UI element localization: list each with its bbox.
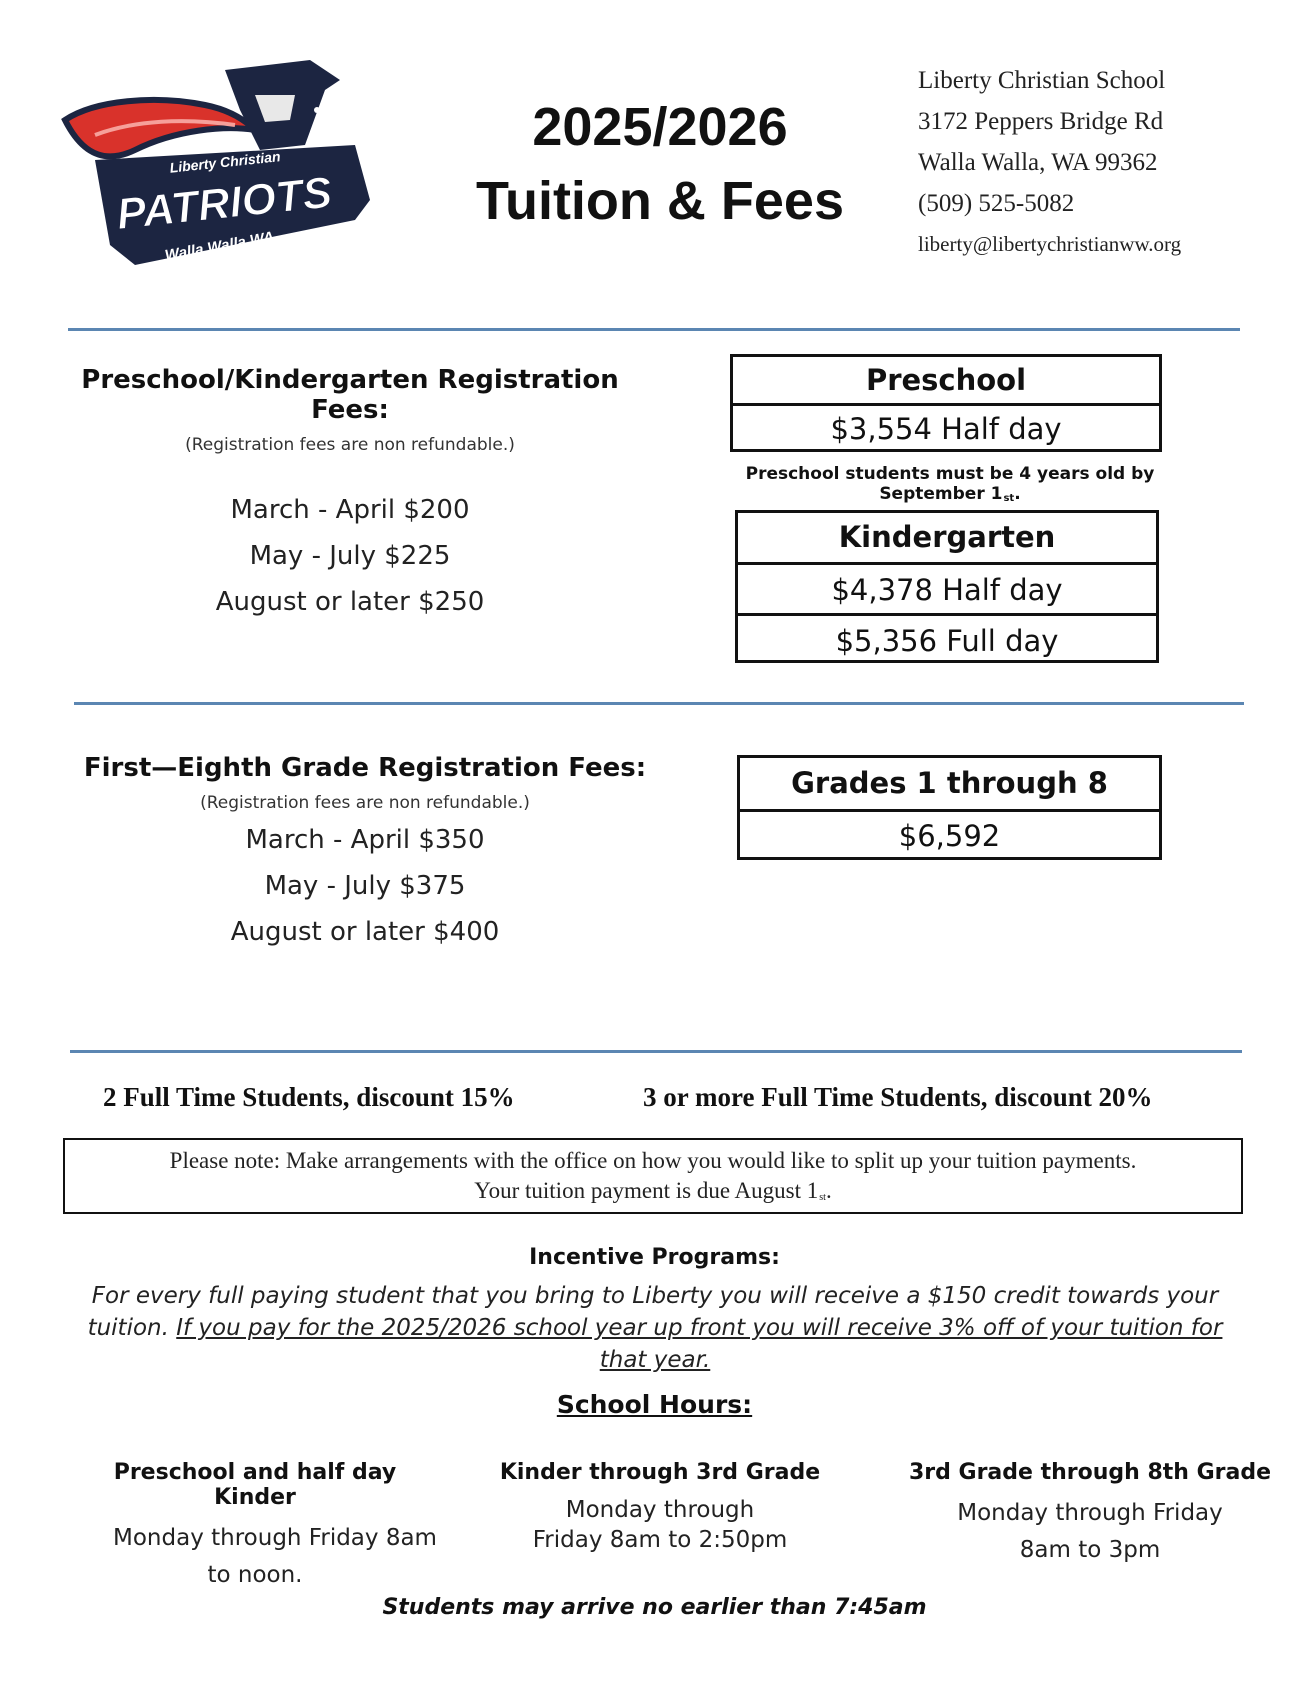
hours-col-heading: Preschool and half day Kinder <box>113 1460 397 1510</box>
prek-fee-line: March - April $200 <box>230 495 470 525</box>
incentive-prepay-text: If you pay for the 2025/2026 school year up front you will receive 3% off of your tuition for that year. <box>176 1315 1223 1373</box>
payment-note-line2: Your tuition payment is due August 1st. <box>474 1178 832 1203</box>
hours-col-heading: 3rd Grade through 8th Grade <box>908 1460 1272 1485</box>
school-email[interactable]: liberty@libertychristianww.org <box>918 232 1182 256</box>
incentive-credit-text: For every full paying student that you bring to Liberty you will receive a $150 credit towards your tuition. <box>87 1283 1219 1341</box>
prek-fees <box>60 365 640 625</box>
grades-table <box>737 755 1162 860</box>
patriots-logo <box>55 50 385 280</box>
hours-col-kinder-3rd <box>490 1460 830 1555</box>
logo-bottom-text: Walla Walla WA <box>163 228 276 265</box>
school-address2: Walla Walla, WA 99362 <box>918 149 1158 176</box>
incentive-title: Incentive Programs: <box>529 1245 780 1270</box>
divider-2 <box>74 702 1244 705</box>
school-contact <box>918 60 1181 265</box>
grade-fees-heading: First—Eighth Grade Registration Fees: <box>83 753 647 783</box>
page-title <box>420 90 900 238</box>
kindergarten-table-header: Kindergarten <box>838 520 1056 554</box>
hours-col-3rd-8th <box>905 1460 1275 1569</box>
preschool-table-row: $3,554 Half day <box>733 403 1159 449</box>
preschool-table <box>730 354 1162 452</box>
preschool-table-header: Preschool <box>865 363 1027 397</box>
kindergarten-table <box>735 510 1159 663</box>
grade-fee-line: May - July $375 <box>264 871 466 901</box>
grades-table-header: Grades 1 through 8 <box>791 766 1108 800</box>
preschool-age-note: Preschool students must be 4 years old by September 1st. <box>745 464 1155 504</box>
logo-plume <box>65 100 255 156</box>
kindergarten-table-row: $5,356 Full day <box>738 613 1156 663</box>
prek-fees-heading: Preschool/Kindergarten Registration Fees: <box>81 365 619 425</box>
hours-col-line: 8am to 3pm <box>1019 1537 1161 1563</box>
prek-fees-note: (Registration fees are non refundable.) <box>185 435 515 455</box>
discount-three: 3 or more Full Time Students, discount 20% <box>643 1082 1153 1112</box>
school-phone: (509) 525-5082 <box>918 190 1075 217</box>
hours-col-line: Monday through Friday <box>957 1500 1223 1526</box>
prek-fee-line: May - July $225 <box>249 541 451 571</box>
arrival-note: Students may arrive no earlier than 7:45am <box>382 1595 927 1620</box>
school-name: Liberty Christian School <box>918 67 1166 94</box>
grade-fee-line: March - April $350 <box>245 825 485 855</box>
hours-col-line: Monday through <box>565 1497 755 1523</box>
hours-col-line: Monday through Friday 8am <box>113 1525 437 1551</box>
school-hours-title: School Hours: <box>556 1390 753 1419</box>
hours-col-line: to noon. <box>207 1562 303 1588</box>
hours-col-line: Friday 8am to 2:50pm <box>532 1527 788 1553</box>
title-main: Tuition & Fees <box>475 171 844 231</box>
incentive-body <box>80 1280 1230 1376</box>
payment-note-box <box>63 1138 1243 1214</box>
hours-col-heading: Kinder through 3rd Grade <box>499 1460 821 1485</box>
school-address1: 3172 Peppers Bridge Rd <box>918 108 1164 135</box>
kindergarten-table-row: $4,378 Half day <box>738 562 1156 613</box>
grade-fee-line: August or later $400 <box>230 917 500 947</box>
hours-col-preschool <box>70 1460 440 1594</box>
prek-fee-line: August or later $250 <box>215 587 485 617</box>
divider-1 <box>68 328 1240 331</box>
grade-fees <box>75 753 655 955</box>
title-year: 2025/2026 <box>532 97 788 157</box>
logo-main-text: PATRIOTS <box>114 167 335 240</box>
grade-fees-note: (Registration fees are non refundable.) <box>200 793 530 813</box>
logo-top-text: Liberty Christian <box>168 148 282 176</box>
payment-note-line1: Please note: Make arrangements with the office on how you would like to split up your tuition payments. <box>169 1148 1137 1173</box>
discount-two: 2 Full Time Students, discount 15% <box>103 1082 515 1112</box>
divider-3 <box>70 1050 1242 1053</box>
grades-table-row: $6,592 <box>740 809 1159 857</box>
